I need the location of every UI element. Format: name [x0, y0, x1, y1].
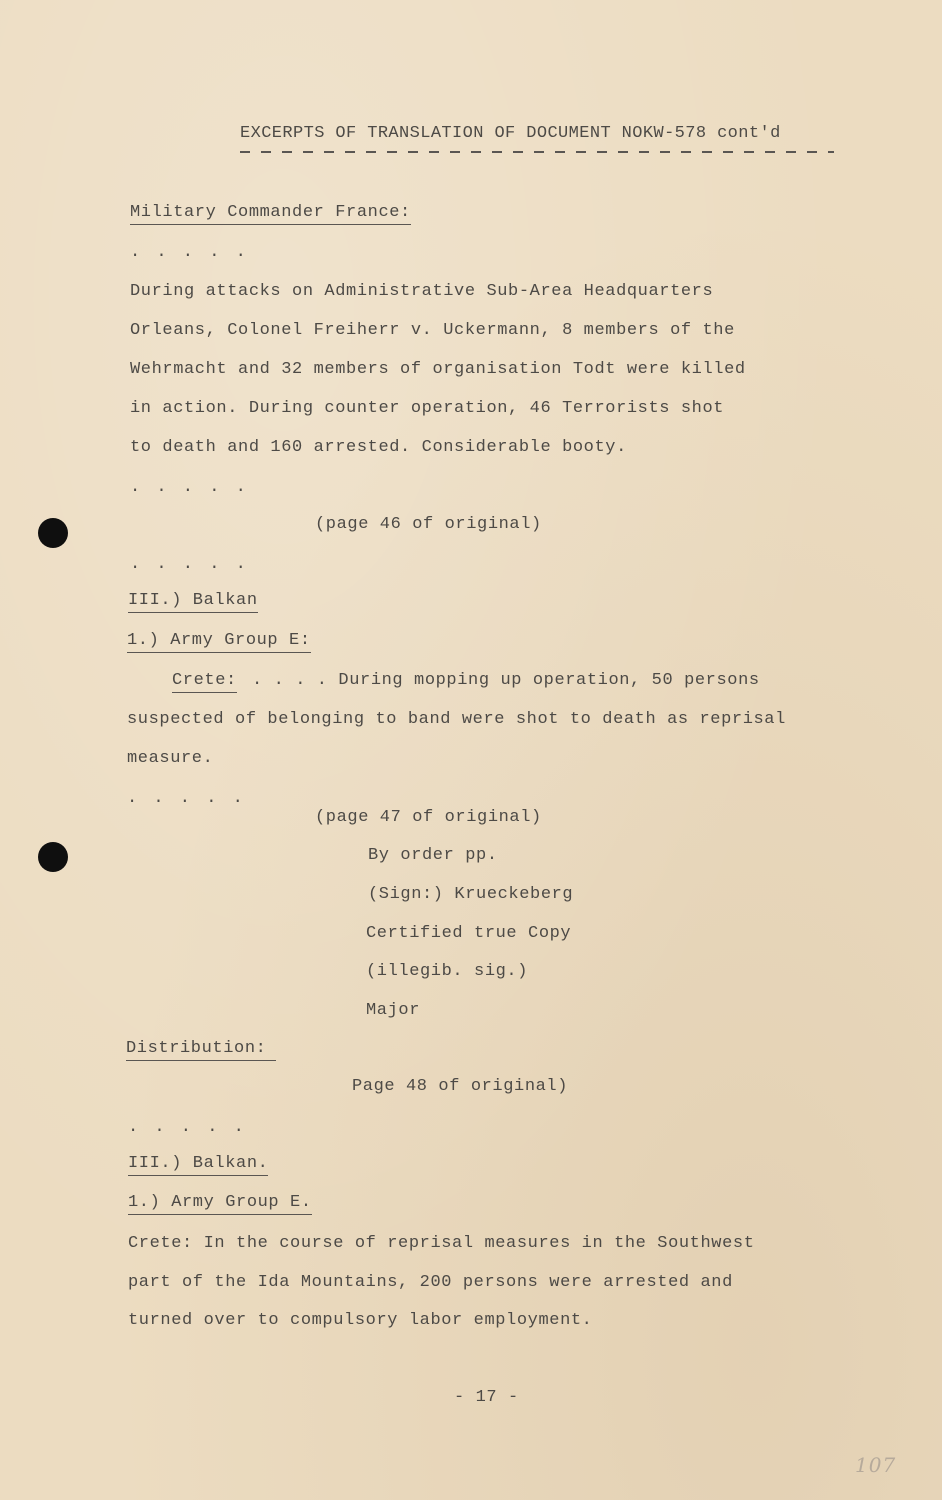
paragraph-line: suspected of belonging to band were shot to death as reprisal — [127, 710, 786, 729]
page-reference: (page 47 of original) — [315, 808, 542, 827]
punch-hole — [38, 518, 68, 548]
subheading-army-group: 1.) Army Group E: — [127, 631, 311, 653]
ellipsis-marker: . . . . . — [130, 555, 249, 574]
section-heading-military-commander: Military Commander France: — [130, 203, 411, 225]
paragraph-line: . . . . During mopping up operation, 50 persons — [252, 671, 760, 690]
ellipsis-marker: . . . . . — [130, 478, 249, 497]
paragraph-line: Wehrmacht and 32 members of organisation Todt were killed — [130, 360, 746, 379]
ellipsis-marker: . . . . . — [127, 789, 246, 808]
paragraph-line: in action. During counter operation, 46 Terrorists shot — [130, 399, 725, 418]
paragraph-line: part of the Ida Mountains, 200 persons were arrested and — [128, 1273, 733, 1292]
section-heading-balkan: III.) Balkan — [128, 591, 258, 613]
paragraph-line: measure. — [127, 749, 214, 768]
subheading-army-group: 1.) Army Group E. — [128, 1193, 312, 1215]
signature-line: Certified true Copy — [366, 924, 572, 943]
signature-line: By order pp. — [368, 846, 498, 865]
signature-line: Major — [366, 1001, 421, 1020]
title-dashed-rule — [240, 151, 834, 153]
page-reference: (page 46 of original) — [315, 515, 542, 534]
paragraph-line: Crete: In the course of reprisal measures in the Southwest — [128, 1234, 755, 1253]
distribution-heading: Distribution: — [126, 1039, 276, 1061]
page-number: - 17 - — [454, 1388, 519, 1407]
ellipsis-marker: . . . . . — [128, 1118, 247, 1137]
section-heading-balkan: III.) Balkan. — [128, 1154, 268, 1176]
ellipsis-marker: . . . . . — [130, 243, 249, 262]
paragraph-line: Orleans, Colonel Freiherr v. Uckermann, 8 members of the — [130, 321, 735, 340]
paragraph-line: to death and 160 arrested. Considerable booty. — [130, 438, 627, 457]
document-title: EXCERPTS OF TRANSLATION OF DOCUMENT NOKW-578 cont'd — [240, 124, 781, 143]
handwritten-page-number: 107 — [855, 1453, 897, 1477]
paragraph-line: During attacks on Administrative Sub-Area Headquarters — [130, 282, 714, 301]
signature-line: (illegib. sig.) — [366, 962, 529, 981]
crete-label: Crete: — [172, 671, 237, 693]
punch-hole — [38, 842, 68, 872]
page-reference: Page 48 of original) — [352, 1077, 569, 1096]
paragraph-line: turned over to compulsory labor employment. — [128, 1311, 593, 1330]
signature-line: (Sign:) Krueckeberg — [368, 885, 574, 904]
